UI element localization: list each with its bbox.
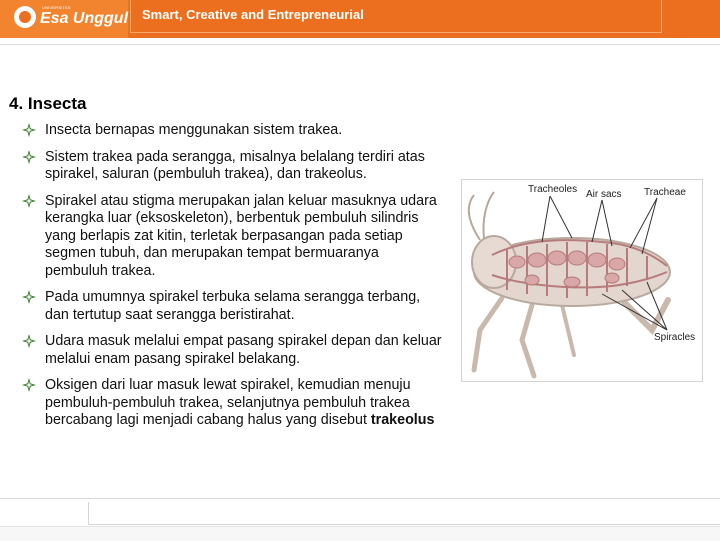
footer-frame bbox=[88, 502, 720, 525]
insect-tracheal-diagram bbox=[461, 179, 703, 382]
bullet-text: Sistem trakea pada serangga, misalnya belalang terdiri atas spirakel, saluran (pembuluh trakea), dan trakeolus. bbox=[45, 148, 425, 182]
footer bbox=[0, 498, 720, 540]
label-tracheoles: Tracheoles bbox=[528, 184, 578, 195]
bullet-item bbox=[22, 193, 442, 281]
four-point-star-icon bbox=[22, 150, 36, 164]
bullet-list bbox=[22, 122, 442, 439]
university-logo-icon bbox=[14, 6, 36, 28]
bullet-item bbox=[22, 122, 442, 140]
bullet-text: Oksigen dari luar masuk lewat spirakel, kemudian menuju pembuluh-pembuluh trakea, selanjutnya pembuluh trakea bercabang lagi menjadi cabang halus yang disebut bbox=[45, 377, 411, 428]
grasshopper-illustration bbox=[462, 180, 702, 381]
tagline: Smart, Creative and Entrepreneurial bbox=[142, 7, 364, 22]
bullet-text: Pada umumnya spirakel terbuka selama serangga terbang, dan tertutup saat serangga beristirahat. bbox=[45, 289, 421, 323]
footer-base bbox=[0, 526, 720, 541]
four-point-star-icon bbox=[22, 123, 36, 137]
header-divider bbox=[0, 44, 720, 45]
bullet-item bbox=[22, 289, 442, 324]
footer-divider bbox=[0, 498, 720, 499]
logo-text: Esa Unggul bbox=[40, 10, 129, 27]
header-bar bbox=[0, 0, 720, 38]
label-tracheae: Tracheae bbox=[644, 187, 686, 198]
bullet-item bbox=[22, 333, 442, 368]
logo[interactable] bbox=[0, 0, 128, 38]
slide-title: 4. Insecta bbox=[9, 94, 87, 113]
bullet-text: Udara masuk melalui empat pasang spirakel depan dan keluar melalui enam pasang spirakel belakang. bbox=[45, 333, 442, 367]
label-spiracles: Spiracles bbox=[654, 332, 696, 343]
bullet-text: Spirakel atau stigma merupakan jalan keluar masuknya udara kerangka luar (eksoskeleton), berbentuk pembuluh silindris yang berlapis zat kitin, terletak berpasangan pada setiap segmen tubuh, dan merupakan tempat bermuaranya pembuluh trakea. bbox=[45, 192, 437, 279]
label-air-sacs: Air sacs bbox=[586, 189, 622, 200]
four-point-star-icon bbox=[22, 194, 36, 208]
four-point-star-icon bbox=[22, 334, 36, 348]
bullet-item bbox=[22, 377, 442, 430]
four-point-star-icon bbox=[22, 378, 36, 392]
logo-small-text: UNIVERSITAS bbox=[42, 5, 71, 10]
four-point-star-icon bbox=[22, 290, 36, 304]
bullet-text: Insecta bernapas menggunakan sistem trakea. bbox=[45, 122, 343, 138]
bullet-item bbox=[22, 149, 442, 184]
bullet-bold-term: trakeolus bbox=[370, 412, 435, 428]
